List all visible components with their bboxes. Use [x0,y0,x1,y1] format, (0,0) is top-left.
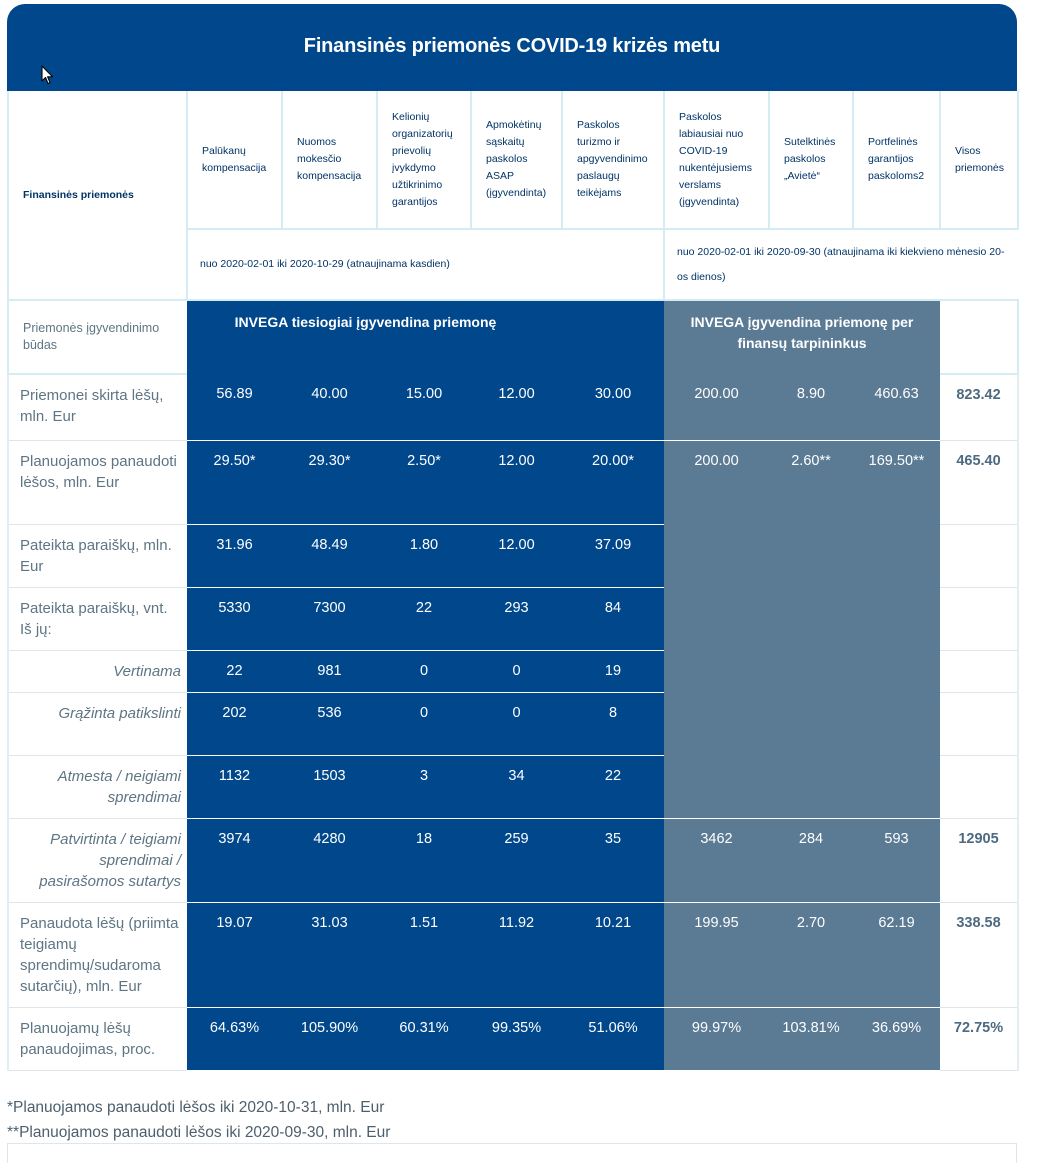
table-row [8,374,1018,440]
cell-value: 30.00 [562,374,664,440]
table-row [8,755,1018,818]
cell-value: 84 [562,587,664,650]
row-label: Vertinama [8,650,187,692]
cell-value: 36.69% [853,1007,940,1070]
row-label: Atmesta / neigiami sprendimai [8,755,187,818]
row-label: Pateikta paraiškų, mln. Eur [8,524,187,587]
cell-value: 259 [471,818,562,902]
cell-value: 19 [562,650,664,692]
cell-value: 293 [471,587,562,650]
cell-value: 56.89 [187,374,282,440]
row-label: Pateikta paraiškų, vnt. Iš jų: [8,587,187,650]
cell-value [664,650,769,692]
cell-value: 200.00 [664,374,769,440]
cell-value: 60.31% [377,1007,471,1070]
cell-value: 105.90% [282,1007,377,1070]
table-row [8,1007,1018,1070]
cell-value: 99.97% [664,1007,769,1070]
cell-value: 0 [471,692,562,755]
cell-value: 4280 [282,818,377,902]
cell-value: 22 [562,755,664,818]
cell-value: 103.81% [769,1007,853,1070]
cell-value: 35 [562,818,664,902]
cell-value: 0 [377,650,471,692]
method-label: Priemonės įgyvendinimo būdas [8,300,187,374]
cell-value: 169.50** [853,440,940,524]
cell-value [664,755,769,818]
method-direct: INVEGA tiesiogiai įgyvendina priemonę [187,300,664,374]
row-label: Panaudota lėšų (priimta teigiamų sprendimų/sudaroma sutarčių), mln. Eur [8,902,187,1007]
footnotes [7,1095,390,1145]
cell-value: 5330 [187,587,282,650]
cell-value: 22 [377,587,471,650]
cell-value: 37.09 [562,524,664,587]
cell-total: 338.58 [940,902,1018,1007]
cell-value: 62.19 [853,902,940,1007]
cell-value: 11.92 [471,902,562,1007]
cell-value: 18 [377,818,471,902]
cell-value: 1132 [187,755,282,818]
cell-value: 3462 [664,818,769,902]
cell-value: 3 [377,755,471,818]
header-col: Sutelktinės paskolos „Avietė“ [769,91,853,229]
table-row [8,587,1018,650]
method-inter: INVEGA įgyvendina priemonę per finansų tarpininkus [664,300,940,374]
cell-value: 64.63% [187,1007,282,1070]
cell-value: 19.07 [187,902,282,1007]
cell-value: 51.06% [562,1007,664,1070]
cell-value: 7300 [282,587,377,650]
cell-total: 465.40 [940,440,1018,524]
cell-value: 202 [187,692,282,755]
method-empty [940,300,1018,374]
cell-value: 2.50* [377,440,471,524]
cell-value: 31.03 [282,902,377,1007]
cell-value [769,650,853,692]
cell-value [664,524,769,587]
header-first: Finansinės priemonės [8,91,187,300]
cell-value [769,587,853,650]
cell-value: 12.00 [471,440,562,524]
row-label: Priemonei skirta lėšų, mln. Eur [8,374,187,440]
cell-value [853,587,940,650]
cell-value [664,587,769,650]
cell-value: 0 [471,650,562,692]
cell-value: 31.96 [187,524,282,587]
date-inter: nuo 2020-02-01 iki 2020-09-30 (atnaujinama iki kiekvieno mėnesio 20-os dienos) [664,229,1018,300]
cell-value [853,692,940,755]
row-label: Grąžinta patikslinti [8,692,187,755]
header-col: Nuomos mokesčio kompensacija [282,91,377,229]
header-col: Visos priemonės [940,91,1018,229]
footnote: **Planuojamos panaudoti lėšos iki 2020-09-30, mln. Eur [7,1124,391,1141]
cell-value: 1503 [282,755,377,818]
header-col: Paskolos turizmo ir apgyvendinimo paslaugų teikėjams [562,91,664,229]
table-row [8,902,1018,1007]
next-section-box [7,1143,1017,1163]
measures-table [7,91,1019,1071]
cell-value: 40.00 [282,374,377,440]
cell-total: 72.75% [940,1007,1018,1070]
cell-total: 823.42 [940,374,1018,440]
table-title: Finansinės priemonės COVID-19 krizės metu [7,4,1017,91]
cell-value: 593 [853,818,940,902]
cell-value: 48.49 [282,524,377,587]
row-label: Planuojamos panaudoti lėšos, mln. Eur [8,440,187,524]
table-row [8,818,1018,902]
cell-value: 536 [282,692,377,755]
mouse-cursor-icon [41,65,54,85]
cell-value: 981 [282,650,377,692]
cell-total [940,692,1018,755]
covid-measures-widget [7,4,1017,1071]
header-col: Paskolos labiausiai nuo COVID-19 nukentėjusiems verslams (įgyvendinta) [664,91,769,229]
cell-value [664,692,769,755]
table-row [8,692,1018,755]
header-col: Palūkanų kompensacija [187,91,282,229]
cell-value: 10.21 [562,902,664,1007]
cell-value: 22 [187,650,282,692]
cell-value: 1.80 [377,524,471,587]
header-col: Apmokėtinų sąskaitų paskolos ASAP (įgyvendinta) [471,91,562,229]
cell-value: 200.00 [664,440,769,524]
cell-total: 12905 [940,818,1018,902]
cell-value: 1.51 [377,902,471,1007]
cell-total [940,650,1018,692]
cell-value: 12.00 [471,374,562,440]
cell-value: 15.00 [377,374,471,440]
cell-value [769,524,853,587]
table-row [8,650,1018,692]
header-col: Portfelinės garantijos paskoloms2 [853,91,940,229]
cell-value: 29.30* [282,440,377,524]
cell-value [769,755,853,818]
cell-value [853,524,940,587]
header-row [8,91,1018,229]
footnote: *Planuojamos panaudoti lėšos iki 2020-10-31, mln. Eur [7,1099,385,1116]
cell-total [940,587,1018,650]
cell-value: 99.35% [471,1007,562,1070]
cell-value: 29.50* [187,440,282,524]
table-row [8,440,1018,524]
row-label: Planuojamų lėšų panaudojimas, proc. [8,1007,187,1070]
cell-value [853,650,940,692]
cell-value: 20.00* [562,440,664,524]
cell-value: 34 [471,755,562,818]
cell-total [940,524,1018,587]
cell-value [853,755,940,818]
header-col: Kelionių organizatorių prievolių įvykdymo užtikrinimo garantijos [377,91,471,229]
cell-value: 199.95 [664,902,769,1007]
cell-value: 12.00 [471,524,562,587]
date-direct: nuo 2020-02-01 iki 2020-10-29 (atnaujinama kasdien) [187,229,664,300]
table-row [8,524,1018,587]
cell-value: 2.60** [769,440,853,524]
cell-value: 8 [562,692,664,755]
cell-value: 0 [377,692,471,755]
cell-total [940,755,1018,818]
cell-value: 2.70 [769,902,853,1007]
row-label: Patvirtinta / teigiami sprendimai / pasirašomos sutartys [8,818,187,902]
cell-value: 460.63 [853,374,940,440]
method-row [8,300,1018,374]
cell-value: 284 [769,818,853,902]
cell-value: 3974 [187,818,282,902]
cell-value: 8.90 [769,374,853,440]
cell-value [769,692,853,755]
